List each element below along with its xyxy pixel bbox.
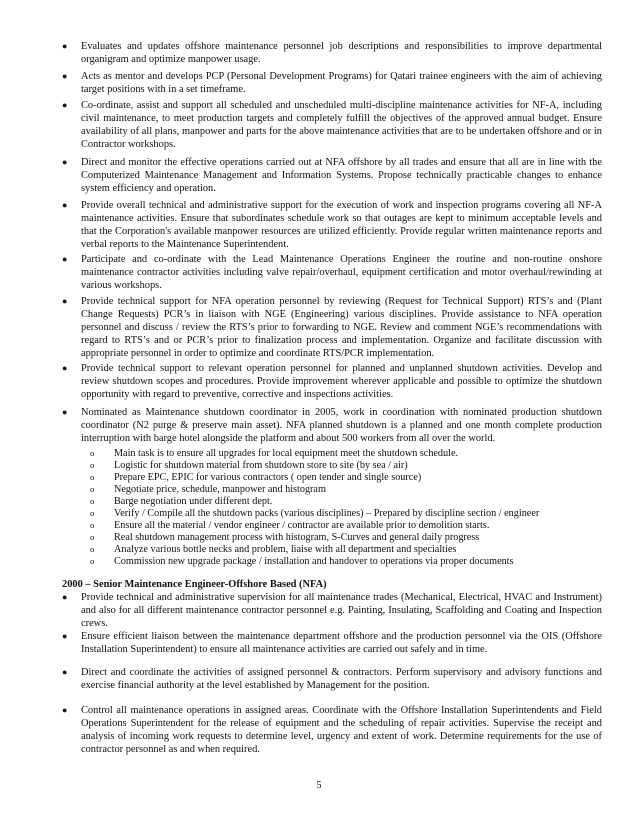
sub-list-text: Barge negotiation under different dept. — [114, 496, 273, 507]
bullet-item — [62, 362, 602, 401]
circle-bullet-icon: o — [90, 556, 95, 566]
sub-list-text: Negotiate price, schedule, manpower and histogram — [114, 484, 326, 495]
bullet-text: Provide technical support for NFA operation personnel by reviewing (Request for Technical Support) RTS’s and (Plant Change Requests) PCR’s in liaison with NGE (Engineering) various disciplines. Provide assistance to NFA operation personnel and discuss / review the RTS’s prior to forwarding to NGE. Review and comment NGE’s recommendations with regard to RTS’s and or PCR’s prior to finalization process and implementation. Organize and facilitate discussion with appropriate personnel in order to optimize and coordinate RTS/PCR implementation. — [81, 296, 602, 360]
bullet-text: Direct and monitor the effective operations carried out at NFA offshore by all trades and ensure that all are in line with the Computerized Maintenance Management and Information Systems. Propose technically practicable changes to enhance system efficiency and operation. — [81, 157, 602, 195]
circle-bullet-icon: o — [90, 448, 95, 458]
bullet-icon: ● — [62, 296, 68, 306]
bullet-item — [62, 666, 602, 692]
sub-list-item — [88, 556, 568, 567]
bullet-item — [62, 630, 602, 656]
circle-bullet-icon: o — [90, 532, 95, 542]
circle-bullet-icon: o — [90, 484, 95, 494]
bullet-icon: ● — [62, 157, 68, 167]
bullet-item — [62, 40, 602, 66]
bullet-item — [62, 406, 602, 445]
circle-bullet-icon: o — [90, 544, 95, 554]
sub-list-item — [88, 520, 568, 531]
bullet-icon: ● — [62, 407, 68, 417]
bullet-text: Nominated as Maintenance shutdown coordinator in 2005, work in coordination with nominated production shutdown coordinator (N2 purge & preserve main asset). NFA planned shutdown is a planned and one month complete production interruption with barge hotel alongside the platform and about 500 workers from all over the world. — [81, 407, 602, 445]
bullet-text: Control all maintenance operations in assigned areas. Coordinate with the Offshore Installation Superintendents and Field Operations Superintendent for the release of equipment and the scheduling of repair activities. Supervise the receipt and analysis of incoming work requests to determine level, urgency and extent of work. Determine requirements for the use of contractor personnel as and when required. — [81, 705, 602, 756]
sub-list-item — [88, 460, 568, 471]
sub-list-item — [88, 544, 568, 555]
sub-list-item — [88, 496, 568, 507]
bullet-icon: ● — [62, 254, 68, 264]
bullet-text: Participate and co-ordinate with the Lead Maintenance Operations Engineer the routine and non-routine onshore maintenance contractor activities including valve repair/overhaul, equipment certification and motor overhaul/rewinding at various workshops. — [81, 254, 602, 292]
sub-list-text: Analyze various bottle necks and problem, liaise with all department and specialties — [114, 544, 457, 555]
sub-list-item — [88, 532, 568, 543]
bullet-item — [62, 70, 602, 96]
bullet-text: Ensure efficient liaison between the maintenance department offshore and the production personnel via the OIS (Offshore Installation Superintendent) to ensure all maintenance activities are carried out safely and in time. — [81, 631, 602, 656]
bullet-item — [62, 295, 602, 360]
bullet-item — [62, 99, 602, 151]
bullet-icon: ● — [62, 200, 68, 210]
bullet-item — [62, 704, 602, 756]
bullet-item — [62, 591, 602, 630]
circle-bullet-icon: o — [90, 496, 95, 506]
sub-list-item — [88, 484, 568, 495]
sub-list-item — [88, 448, 568, 459]
bullet-icon: ● — [62, 71, 68, 81]
sub-list-item — [88, 508, 568, 519]
bullet-text: Direct and coordinate the activities of assigned personnel & contractors. Perform supervisory and advisory functions and exercise financial authority at the level established by Management for the position. — [81, 667, 602, 692]
sub-list-text: Prepare EPC, EPIC for various contractors ( open tender and single source) — [114, 472, 422, 483]
page-number: 5 — [316, 780, 322, 791]
bullet-item — [62, 199, 602, 251]
section-heading: 2000 – Senior Maintenance Engineer-Offshore Based (NFA) — [62, 579, 327, 590]
bullet-item — [62, 253, 602, 292]
sub-list-text: Real shutdown management process with histogram, S-Curves and general daily progress — [114, 532, 480, 543]
sub-list-text: Logistic for shutdown material from shutdown store to site (by sea / air) — [114, 460, 408, 471]
bullet-text: Acts as mentor and develops PCP (Personal Development Programs) for Qatari trainee engineers with the aim of achieving target positions with in a set timeframe. — [81, 71, 602, 96]
bullet-text: Provide overall technical and administrative support for the execution of work and inspection programs covering all NF-A maintenance activities. Ensure that subordinates schedule work so that outages are kept to minimum acceptable levels and that the Corporation's available manpower resources are utilized efficiently. Provide regular written maintenance reports and verbal reports to the Maintenance Superintendent. — [81, 200, 602, 251]
bullet-icon: ● — [62, 631, 68, 641]
sub-list-text: Commission new upgrade package / installation and handover to operations via proper documents — [114, 556, 514, 567]
circle-bullet-icon: o — [90, 520, 95, 530]
bullet-text: Co-ordinate, assist and support all scheduled and unscheduled multi-discipline maintenance activities for NF-A, including civil maintenance, to meet production targets and completely fulfill the objectives of the approved annual budget. Ensure availability of all plans, manpower and parts for the above maintenance activities that are to be undertaken offshore and or in Contractor workshops. — [81, 100, 602, 151]
bullet-icon: ● — [62, 592, 68, 602]
bullet-icon: ● — [62, 705, 68, 715]
sub-list-text: Ensure all the material / vendor engineer / contractor are available prior to demolition starts. — [114, 520, 490, 531]
sub-list-item — [88, 472, 568, 483]
circle-bullet-icon: o — [90, 460, 95, 470]
bullet-icon: ● — [62, 363, 68, 373]
bullet-item — [62, 156, 602, 195]
bullet-icon: ● — [62, 41, 68, 51]
circle-bullet-icon: o — [90, 472, 95, 482]
circle-bullet-icon: o — [90, 508, 95, 518]
bullet-text: Evaluates and updates offshore maintenance personnel job descriptions and responsibilities to improve departmental organigram and optimize manpower usage. — [81, 41, 602, 66]
sub-list-text: Verify / Compile all the shutdown packs (various disciplines) – Prepared by discipline section / engineer — [114, 508, 540, 519]
sub-list-text: Main task is to ensure all upgrades for local equipment meet the shutdown schedule. — [114, 448, 459, 459]
bullet-icon: ● — [62, 667, 68, 677]
bullet-icon: ● — [62, 100, 68, 110]
bullet-text: Provide technical support to relevant operation personnel for planned and unplanned shutdown activities. Develop and review shutdown scopes and procedures. Provide improvement wherever applicable and possible to optimize the shutdown opportunity with regard to preventive, corrective and inspections activities. — [81, 363, 602, 401]
bullet-text: Provide technical and administrative supervision for all maintenance trades (Mechanical, Electrical, HVAC and Instrument) and also for all different maintenance contractor personnel e.g. Painting, Insulating, Scaffolding and Coating and Inspection crews. — [81, 592, 602, 630]
